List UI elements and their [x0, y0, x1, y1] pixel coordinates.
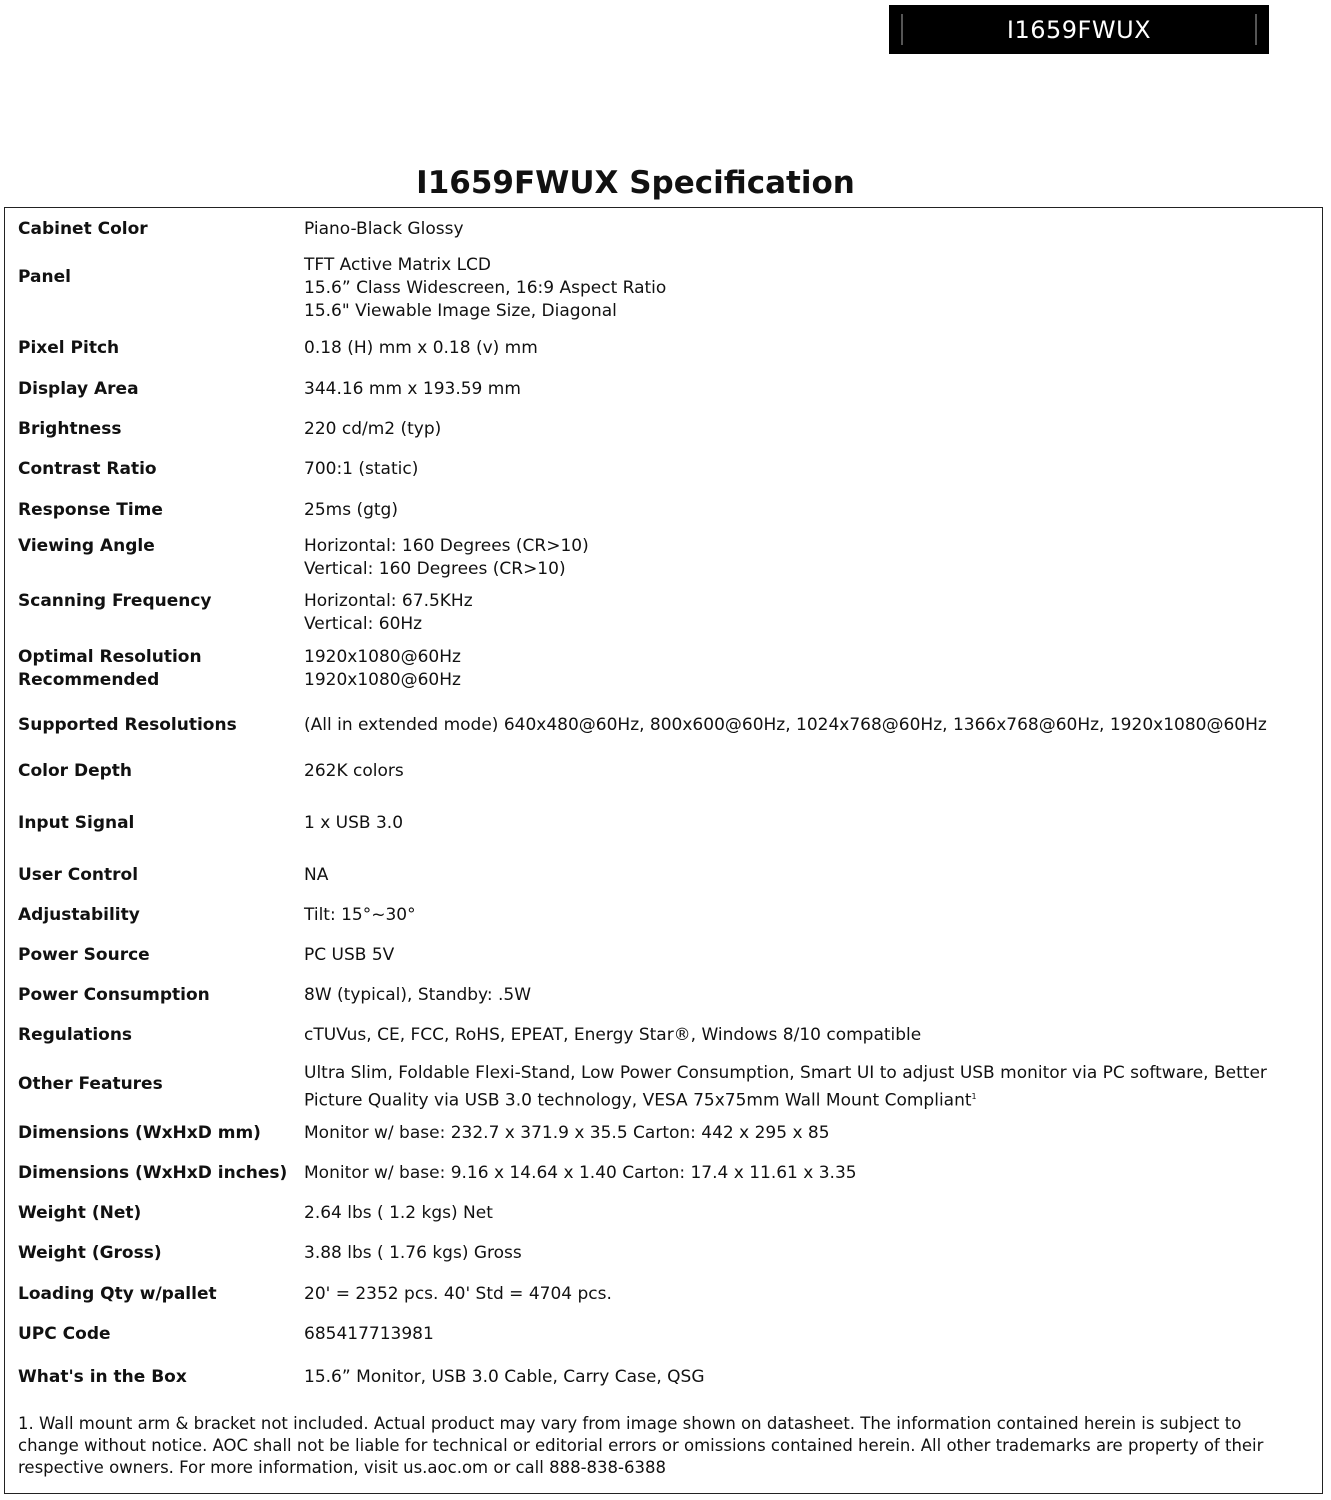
- spec-value-line: [304, 590, 1308, 613]
- spec-value: PC USB 5V: [304, 945, 395, 965]
- spec-label: Panel: [18, 267, 71, 287]
- footnote: 1. Wall mount arm & bracket not included. Actual product may vary from image shown on datasheet. The information contained herein is subject to change without notice. AOC shall not be liable for technical or editorial errors or omissions contained herein. All other trademarks are property of their respective owners. For more information, visit us.aoc.om or call 888-838-6388: [18, 1414, 1264, 1477]
- spec-value: [304, 535, 1308, 581]
- spec-value: 8W (typical), Standby: .5W: [304, 985, 532, 1005]
- spec-value-line: [304, 535, 1308, 558]
- spec-label-line: Optimal Resolution: [18, 647, 202, 667]
- spec-label: Response Time: [18, 500, 163, 520]
- spec-value-line: [304, 1085, 1308, 1113]
- spec-value-line: [304, 254, 1308, 277]
- spec-label: Regulations: [18, 1025, 133, 1045]
- spec-value-text: TFT Active Matrix LCD: [304, 255, 491, 275]
- spec-value: 220 cd/m2 (typ): [304, 419, 442, 439]
- badge-edge-right: [1255, 14, 1257, 45]
- spec-value-line: [304, 646, 1308, 669]
- spec-label: Supported Resolutions: [18, 715, 237, 735]
- model-badge: [889, 5, 1269, 54]
- spec-value-text: Picture Quality via USB 3.0 technology, VESA 75x75mm Wall Mount Compliant: [304, 1090, 972, 1111]
- spec-label: Power Consumption: [18, 985, 210, 1005]
- spec-value: 700:1 (static): [304, 459, 419, 479]
- spec-value-text: Ultra Slim, Foldable Flexi-Stand, Low Power Consumption, Smart UI to adjust USB monitor via PC software, Better: [304, 1063, 1267, 1083]
- spec-value-text: Vertical: 60Hz: [304, 614, 423, 634]
- spec-label: Loading Qty w/pallet: [18, 1284, 217, 1304]
- spec-label: Cabinet Color: [18, 219, 148, 239]
- spec-label: Scanning Frequency: [18, 591, 212, 611]
- spec-value-text: Vertical: 160 Degrees (CR>10): [304, 559, 566, 579]
- spec-label: Pixel Pitch: [18, 338, 120, 358]
- spec-label: Other Features: [18, 1074, 163, 1094]
- spec-value: cTUVus, CE, FCC, RoHS, EPEAT, Energy Star®, Windows 8/10 compatible: [304, 1025, 922, 1045]
- spec-label: Dimensions (WxHxD mm): [18, 1123, 261, 1143]
- spec-value: (All in extended mode) 640x480@60Hz, 800x600@60Hz, 1024x768@60Hz, 1366x768@60Hz, 1920x1080@60Hz: [304, 715, 1267, 735]
- spec-value: [304, 1062, 1308, 1113]
- spec-value-text: 1920x1080@60Hz: [304, 670, 461, 690]
- spec-value: [304, 590, 1308, 636]
- spec-value: 685417713981: [304, 1324, 434, 1344]
- spec-value-text: 15.6” Class Widescreen, 16:9 Aspect Ratio: [304, 278, 667, 298]
- spec-value-text: Horizontal: 160 Degrees (CR>10): [304, 536, 589, 556]
- spec-value: 262K colors: [304, 761, 404, 781]
- page-title: I1659FWUX Specification: [416, 165, 855, 201]
- spec-label: Adjustability: [18, 905, 140, 925]
- spec-label: Brightness: [18, 419, 122, 439]
- spec-value-line: [304, 669, 1308, 692]
- spec-value: 344.16 mm x 193.59 mm: [304, 379, 521, 399]
- spec-value: Monitor w/ base: 232.7 x 371.9 x 35.5 Carton: 442 x 295 x 85: [304, 1123, 830, 1143]
- spec-value-line: [304, 613, 1308, 636]
- spec-value: 25ms (gtg): [304, 500, 398, 520]
- spec-value: 0.18 (H) mm x 0.18 (v) mm: [304, 338, 538, 358]
- spec-value: 20' = 2352 pcs. 40' Std = 4704 pcs.: [304, 1284, 612, 1304]
- spec-value: Monitor w/ base: 9.16 x 14.64 x 1.40 Carton: 17.4 x 11.61 x 3.35: [304, 1163, 857, 1183]
- spec-label: User Control: [18, 865, 139, 885]
- spec-label: Viewing Angle: [18, 536, 155, 556]
- spec-value: Tilt: 15°~30°: [304, 905, 416, 925]
- spec-value: [304, 646, 1308, 692]
- spec-value-text: Horizontal: 67.5KHz: [304, 591, 473, 611]
- spec-value-line: [304, 277, 1308, 300]
- spec-value: 2.64 lbs ( 1.2 kgs) Net: [304, 1203, 493, 1223]
- spec-label-line: Recommended: [18, 670, 160, 690]
- spec-label: What's in the Box: [18, 1367, 187, 1387]
- spec-value-line: [304, 558, 1308, 581]
- spec-value-line: [304, 1062, 1308, 1085]
- spec-label: Contrast Ratio: [18, 459, 157, 479]
- spec-label: Dimensions (WxHxD inches): [18, 1163, 288, 1183]
- spec-label: Display Area: [18, 379, 139, 399]
- spec-label: UPC Code: [18, 1324, 111, 1344]
- spec-value: NA: [304, 865, 329, 885]
- spec-table: [4, 207, 1323, 1494]
- spec-label: Power Source: [18, 945, 150, 965]
- spec-value: 3.88 lbs ( 1.76 kgs) Gross: [304, 1243, 522, 1263]
- model-name: I1659FWUX: [1006, 15, 1152, 44]
- footnote-marker: 1: [971, 1092, 977, 1101]
- spec-label: Weight (Gross): [18, 1243, 162, 1263]
- spec-value-text: 15.6" Viewable Image Size, Diagonal: [304, 301, 617, 321]
- spec-value: Piano-Black Glossy: [304, 219, 464, 239]
- spec-label: Input Signal: [18, 813, 135, 833]
- badge-edge-left: [901, 14, 903, 45]
- spec-value: 15.6” Monitor, USB 3.0 Cable, Carry Case, QSG: [304, 1367, 705, 1387]
- spec-value-line: [304, 300, 1308, 323]
- spec-label: Color Depth: [18, 761, 133, 781]
- spec-value: [304, 254, 1308, 323]
- spec-label: [18, 646, 202, 692]
- spec-value-text: 1920x1080@60Hz: [304, 647, 461, 667]
- spec-value: 1 x USB 3.0: [304, 813, 404, 833]
- spec-label: Weight (Net): [18, 1203, 142, 1223]
